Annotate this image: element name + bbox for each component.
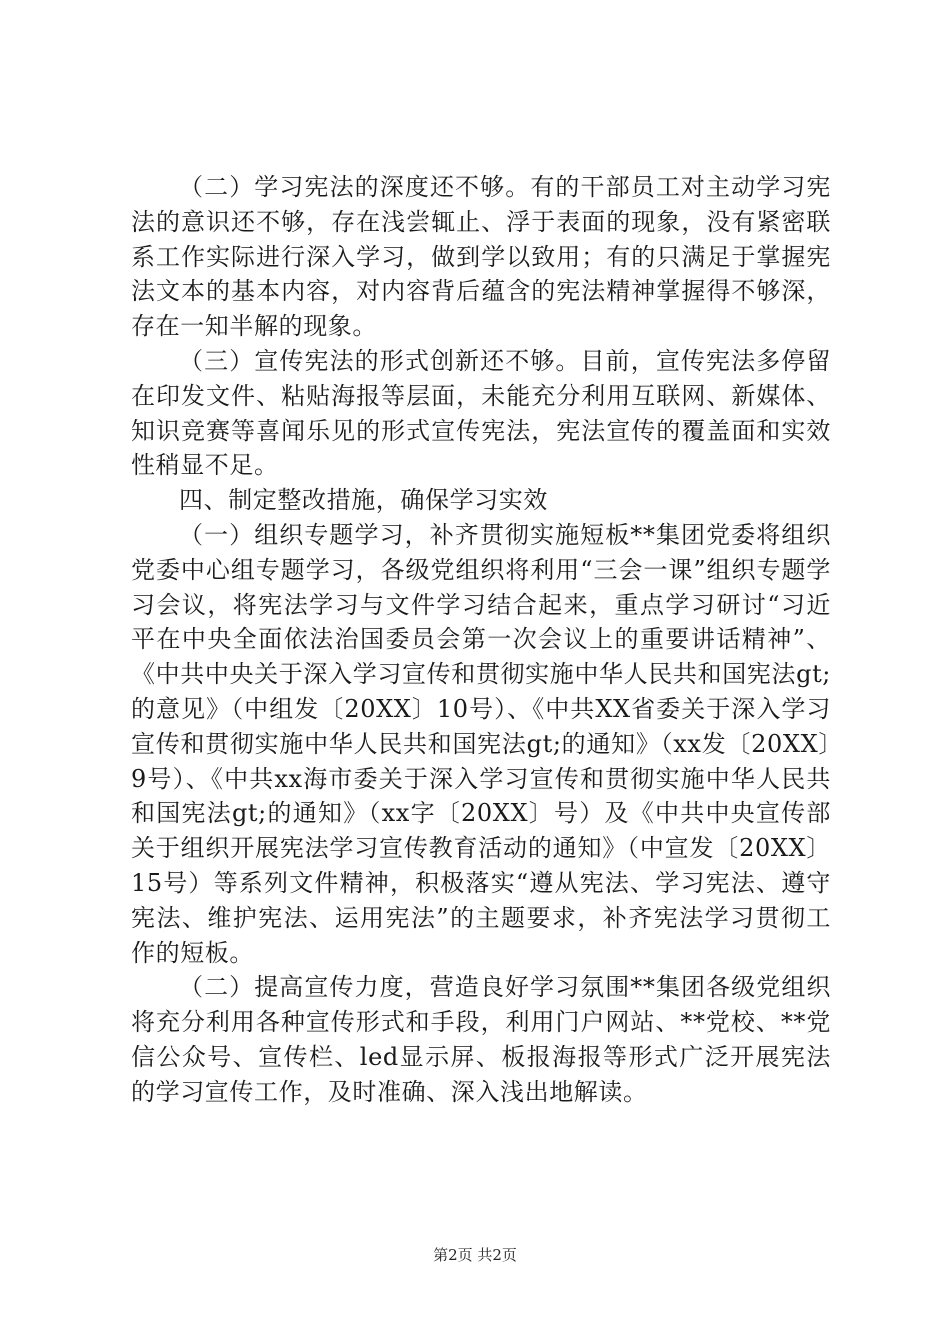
paragraph-thematic-study: （一）组织专题学习，补齐贯彻实施短板**集团党委将组织党委中心组专题学习，各级党组织将利用“三会一课”组织专题学习会议，将宪法学习与文件学习结合起来，重点学习研讨“习近平在中央全面依法治国委员会第一次会议上的重要讲话精神”、《中共中央关于深入学习宣传和贯彻实施中华人民共和国宪法gt;的意见》（中组发〔20XX〕10号）、《中共XX省委关于深入学习宣传和贯彻实施中华人民共和国宪法gt;的通知》（xx发〔20XX〕9号）、《中共xx海市委关于深入学习宣传和贯彻实施中华人民共和国宪法gt;的通知》（xx字〔20XX〕号）及《中共中央宣传部关于组织开展宪法学习宣传教育活动的通知》（中宣发〔20XX〕15号）等系列文件精神，积极落实“遵从宪法、学习宪法、遵守宪法、维护宪法、运用宪法”的主题要求，补齐宪法学习贯彻工作的短板。 bbox=[131, 520, 831, 967]
document-body bbox=[131, 170, 831, 1110]
paragraph-depth-of-study: （二）学习宪法的深度还不够。有的干部员工对主动学习宪法的意识还不够，存在浅尝辄止、浮于表面的现象，没有紧密联系工作实际进行深入学习，做到学以致用；有的只满足于掌握宪法文本的基本内容，对内容背后蕴含的宪法精神掌握得不够深，存在一知半解的现象。 bbox=[131, 173, 831, 341]
paragraph-publicity-efforts: （二）提高宣传力度，营造良好学习氛围**集团各级党组织将充分利用各种宣传形式和手段，利用门户网站、**党校、**党信公众号、宣传栏、led显示屏、板报海报等形式广泛开展宪法的学习宣传工作，及时准确、深入浅出地解读。 bbox=[131, 973, 831, 1106]
section-heading-rectification: 四、制定整改措施，确保学习实效 bbox=[179, 486, 548, 515]
page-footer: 第2页 共2页 bbox=[433, 1246, 517, 1264]
paragraph-publicity-innovation: （三）宣传宪法的形式创新还不够。目前，宣传宪法多停留在印发文件、粘贴海报等层面，未能充分利用互联网、新媒体、知识竞赛等喜闻乐见的形式宣传宪法，宪法宣传的覆盖面和实效性稍显不足。 bbox=[131, 346, 831, 480]
